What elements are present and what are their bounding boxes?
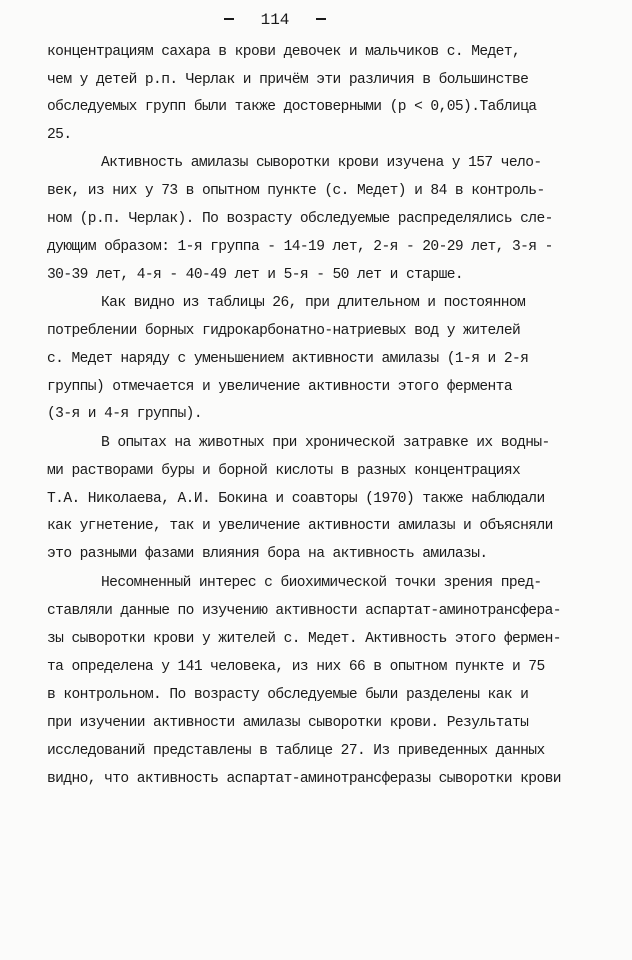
text-line: как угнетение, так и увеличение активности амилазы и объясняли	[47, 518, 553, 534]
text-line: с. Медет наряду с уменьшением активности амилазы (1-я и 2-я	[47, 351, 529, 367]
page-number: 114	[260, 11, 290, 29]
text-line: Активность амилазы сыворотки крови изучена у 157 чело-	[101, 155, 542, 171]
text-line: обследуемых групп были также достоверными (р < 0,05).Таблица	[47, 99, 537, 115]
text-line: Как видно из таблицы 26, при длительном и постоянном	[101, 295, 526, 311]
text-line: чем у детей р.п. Черлак и причём эти различия в большинстве	[47, 72, 529, 88]
text-line: Несомненный интерес с биохимической точки зрения пред-	[101, 575, 542, 591]
text-line: (3-я и 4-я группы).	[47, 406, 202, 422]
text-line: 25.	[47, 127, 72, 143]
text-line: дующим образом: 1-я группа - 14-19 лет, 2-я - 20-29 лет, 3-я -	[47, 239, 553, 255]
text-line: это разными фазами влияния бора на активность амилазы.	[47, 546, 488, 562]
text-line: группы) отмечается и увеличение активности этого фермента	[47, 379, 512, 395]
text-line: ставляли данные по изучению активности аспартат-аминотрансфера-	[47, 603, 561, 619]
text-line: ном (р.п. Черлак). По возрасту обследуемые распределялись сле-	[47, 211, 553, 227]
text-line: 30-39 лет, 4-я - 40-49 лет и 5-я - 50 лет и старше.	[47, 267, 464, 283]
text-line: век, из них у 73 в опытном пункте (с. Медет) и 84 в контроль-	[47, 183, 545, 199]
text-line: концентрациям сахара в крови девочек и мальчиков с. Медет,	[47, 44, 521, 60]
text-line: видно, что активность аспартат-аминотрансферазы сыворотки крови	[47, 771, 561, 787]
text-line: Т.А. Николаева, А.И. Бокина и соавторы (1970) также наблюдали	[47, 491, 545, 507]
text-line: в контрольном. По возрасту обследуемые были разделены как и	[47, 687, 529, 703]
text-line: зы сыворотки крови у жителей с. Медет. Активность этого фермен-	[47, 631, 561, 647]
text-line: при изучении активности амилазы сыворотки крови. Результаты	[47, 715, 529, 731]
text-line: потреблении борных гидрокарбонатно-натриевых вод у жителей	[47, 323, 521, 339]
text-line: ми растворами буры и борной кислоты в разных концентрациях	[47, 463, 521, 479]
page-number-dash-left	[224, 18, 234, 20]
text-line: В опытах на животных при хронической затравке их водны-	[101, 435, 550, 451]
page-number-dash-right	[316, 18, 326, 20]
text-line: та определена у 141 человека, из них 66 в опытном пункте и 75	[47, 659, 545, 675]
text-line: исследований представлены в таблице 27. Из приведенных данных	[47, 743, 545, 759]
